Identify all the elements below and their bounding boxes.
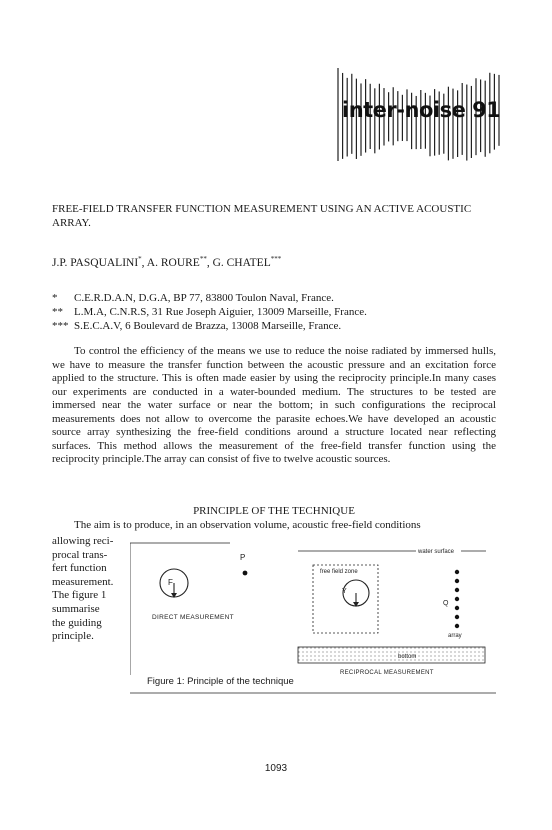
array-source-dot bbox=[455, 615, 459, 619]
bottom-region bbox=[298, 647, 485, 663]
figure-diagram bbox=[130, 535, 496, 695]
author-mark: ** bbox=[199, 255, 207, 263]
label-p: P bbox=[240, 553, 246, 562]
affiliation-mark: * bbox=[52, 292, 58, 304]
affiliation-text: L.M.A, C.N.R.S, 31 Rue Joseph Aiguier, 13009 Marseille, France. bbox=[74, 306, 367, 318]
conference-logo bbox=[330, 58, 510, 168]
figure-side-text bbox=[52, 535, 126, 644]
page-number: 1093 bbox=[264, 763, 288, 774]
label-y: Y bbox=[342, 588, 347, 595]
author-mark: *** bbox=[270, 255, 282, 263]
author-separator: , bbox=[206, 256, 213, 269]
affiliation-mark: ** bbox=[52, 306, 63, 318]
direct-measurement-label: DIRECT MEASUREMENT bbox=[152, 614, 234, 621]
author-separator: , bbox=[141, 256, 147, 269]
array-source-dot bbox=[455, 579, 459, 583]
author-mark: * bbox=[138, 255, 142, 263]
bottom-label: bottom bbox=[398, 654, 417, 660]
affiliation-mark: *** bbox=[52, 320, 69, 332]
author-name: A. ROURE bbox=[146, 256, 200, 269]
affiliation-text: S.E.C.A.V, 6 Boulevard de Brazza, 13008 Marseille, France. bbox=[74, 320, 342, 332]
author-list bbox=[52, 255, 281, 269]
abstract-paragraph: To control the efficiency of the means we use to reduce the noise radiated by immersed hulls, we have to measure the transfer function between the acoustic pressure and an excitation force applied to the structure. This is often made easier by using the reciprocity principle.In many cases our experiments are conducted in a water-bounded medium. The structures to be tested are immersed near the water surface or near the bottom; in such configurations the reciprocal measurements does not allow to overcome the parasite echoes.We have developed an acoustic source array synthesizing the free-field conditions around a structure located near reflecting surfaces. This method allows the measurement of the free-field transfer function using the reciprocity principle.The array can consist of five to twelve acoustic sources. bbox=[52, 345, 496, 465]
side-text-line: measurement. bbox=[52, 575, 114, 588]
logo-text: inter-noise 91 bbox=[342, 98, 501, 122]
author-name: G. CHATEL bbox=[212, 256, 271, 269]
label-f: F bbox=[168, 578, 173, 587]
paper-title: FREE-FIELD TRANSFER FUNCTION MEASUREMENT USING AN ACTIVE ACOUSTIC ARRAY. bbox=[52, 203, 472, 229]
point-p bbox=[243, 571, 248, 576]
side-text-line: summarise bbox=[52, 602, 100, 615]
figure-caption: Figure 1: Principle of the technique bbox=[147, 676, 294, 687]
array-label: array bbox=[448, 633, 462, 639]
affiliation-3 bbox=[52, 320, 341, 332]
source-array bbox=[455, 570, 459, 628]
array-source-dot bbox=[455, 606, 459, 610]
free-field-zone-box bbox=[313, 565, 378, 633]
array-source-dot bbox=[455, 588, 459, 592]
side-text-line: fert function bbox=[52, 562, 107, 575]
section-intro: The aim is to produce, in an observation volume, acoustic free-field conditions bbox=[74, 519, 421, 531]
array-source-dot bbox=[455, 597, 459, 601]
figure-1 bbox=[130, 535, 496, 695]
affiliation-2 bbox=[52, 306, 367, 318]
array-source-dot bbox=[455, 624, 459, 628]
label-q: Q bbox=[443, 600, 449, 607]
affiliation-1 bbox=[52, 292, 334, 304]
side-text-line: procal trans- bbox=[52, 548, 108, 561]
side-text-line: the guiding bbox=[52, 616, 102, 629]
side-text-line: allowing reci- bbox=[52, 535, 114, 547]
author-name: J.P. PASQUALINI bbox=[52, 256, 139, 269]
array-source-dot bbox=[455, 570, 459, 574]
side-text-line: The figure 1 bbox=[52, 589, 107, 602]
free-field-zone-label: free field zone bbox=[320, 569, 358, 575]
side-text-line: principle. bbox=[52, 630, 94, 643]
section-heading: PRINCIPLE OF THE TECHNIQUE bbox=[193, 505, 355, 517]
water-surface-label: water surface bbox=[418, 549, 455, 555]
reciprocal-measurement-label: RECIPROCAL MEASUREMENT bbox=[340, 670, 434, 676]
affiliation-text: C.E.R.D.A.N, D.G.A, BP 77, 83800 Toulon Naval, France. bbox=[74, 292, 334, 304]
